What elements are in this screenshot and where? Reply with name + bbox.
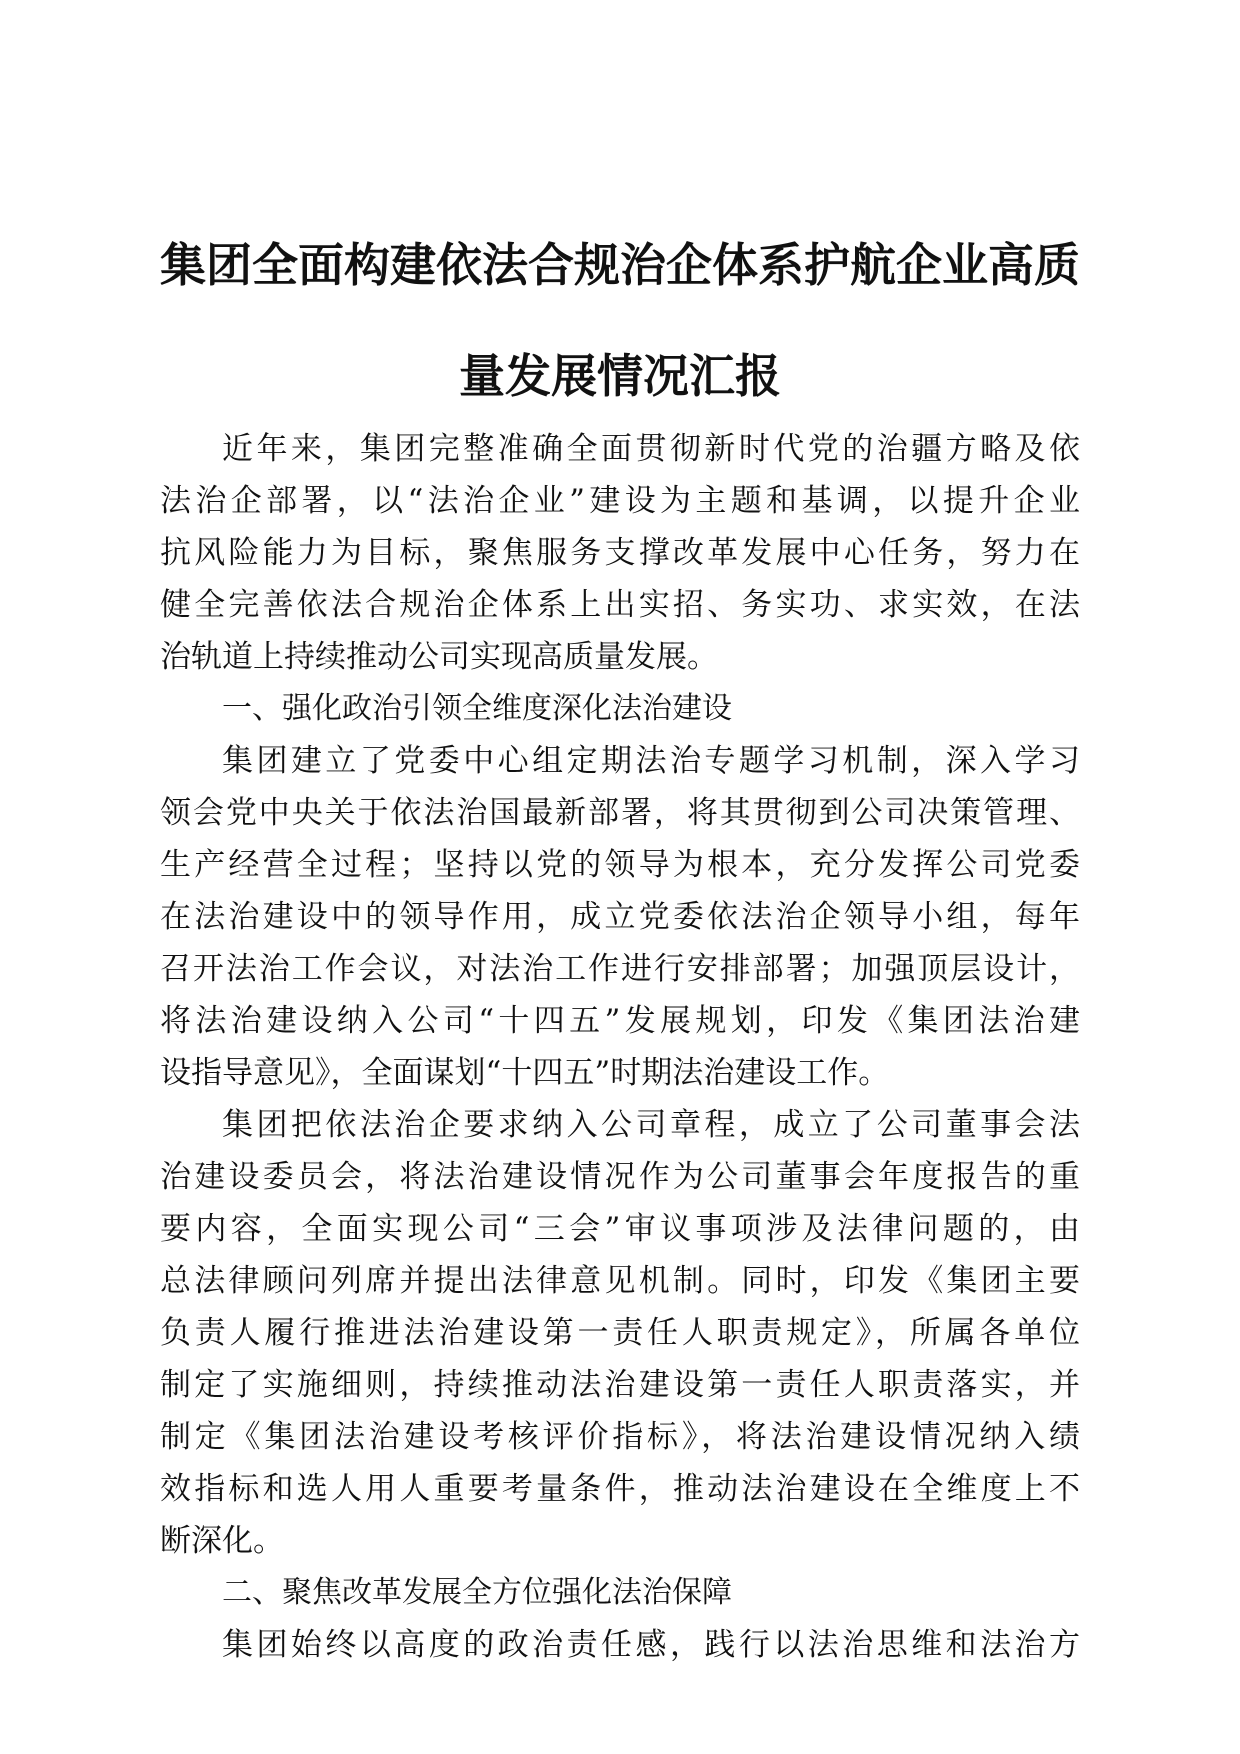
body-line: 将法治建设纳入公司“十四五”发展规划，印发《集团法治建 (160, 1003, 1080, 1039)
body-line: 制定《集团法治建设考核评价指标》，将法治建设情况纳入绩 (160, 1419, 1080, 1455)
body-line: 断深化。 (160, 1523, 284, 1559)
body-line: 要内容，全面实现公司“三会”审议事项涉及法律问题的，由 (160, 1211, 1080, 1247)
document-title-line-1: 集团全面构建依法合规治企体系护航企业高质 (160, 238, 1080, 292)
body-line: 抗风险能力为目标，聚焦服务支撑改革发展中心任务，努力在 (160, 535, 1080, 571)
body-line: 集团始终以高度的政治责任感，践行以法治思维和法治方 (222, 1627, 1080, 1663)
body-line: 治轨道上持续推动公司实现高质量发展。 (160, 639, 718, 675)
body-line: 集团建立了党委中心组定期法治专题学习机制，深入学习 (222, 743, 1080, 779)
body-line: 效指标和选人用人重要考量条件，推动法治建设在全维度上不 (160, 1471, 1080, 1507)
body-line: 总法律顾问列席并提出法律意见机制。同时，印发《集团主要 (160, 1263, 1080, 1299)
body-line: 召开法治工作会议，对法治工作进行安排部署；加强顶层设计， (160, 951, 1080, 987)
body-line: 在法治建设中的领导作用，成立党委依法治企领导小组，每年 (160, 899, 1080, 935)
body-line: 近年来，集团完整准确全面贯彻新时代党的治疆方略及依 (222, 431, 1080, 467)
body-line: 负责人履行推进法治建设第一责任人职责规定》，所属各单位 (160, 1315, 1080, 1351)
body-line: 设指导意见》，全面谋划“十四五”时期法治建设工作。 (160, 1055, 890, 1091)
section-heading-2: 二、聚焦改革发展全方位强化法治保障 (222, 1575, 732, 1610)
body-line: 健全完善依法合规治企体系上出实招、务实功、求实效，在法 (160, 587, 1080, 623)
body-line: 生产经营全过程；坚持以党的领导为根本，充分发挥公司党委 (160, 847, 1080, 883)
document-title-line-2: 量发展情况汇报 (459, 349, 781, 403)
body-line: 制定了实施细则，持续推动法治建设第一责任人职责落实，并 (160, 1367, 1080, 1403)
body-line: 治建设委员会，将法治建设情况作为公司董事会年度报告的重 (160, 1159, 1080, 1195)
body-line: 集团把依法治企要求纳入公司章程，成立了公司董事会法 (222, 1107, 1080, 1143)
section-heading-1: 一、强化政治引领全维度深化法治建设 (222, 691, 732, 726)
body-line: 领会党中央关于依法治国最新部署，将其贯彻到公司决策管理、 (160, 795, 1080, 831)
body-line: 法治企部署，以“法治企业”建设为主题和基调，以提升企业 (160, 483, 1080, 519)
